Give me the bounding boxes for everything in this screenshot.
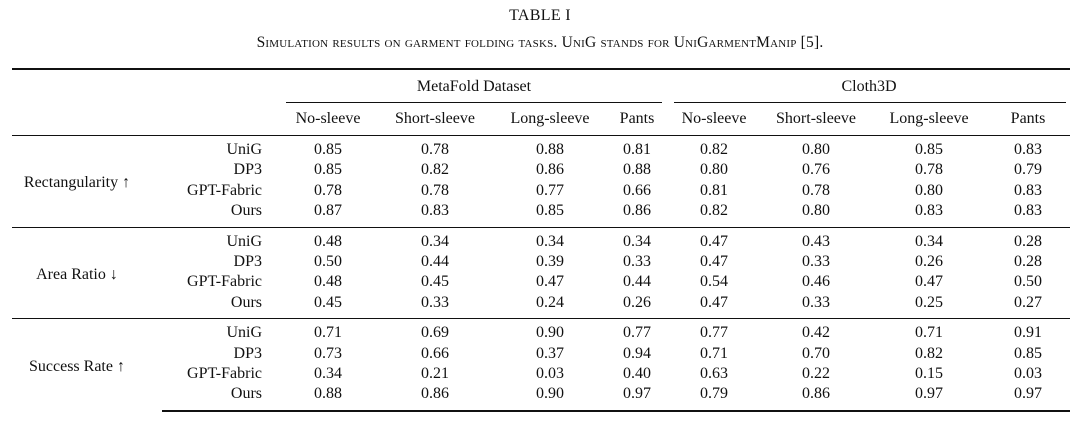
value-cell: 0.34 — [314, 365, 342, 383]
value-cell: 0.33 — [623, 253, 651, 271]
value-cell: 0.78 — [376, 136, 494, 161]
table-row — [12, 227, 1070, 252]
value-cell: 0.71 — [872, 319, 986, 344]
header-blank — [162, 103, 280, 136]
value-cell: 0.82 — [421, 161, 449, 179]
value-cell: 0.37 — [536, 344, 564, 362]
value-cell: 0.79 — [668, 384, 760, 410]
column-header: Short-sleeve — [395, 110, 475, 127]
value-cell: 0.69 — [376, 319, 494, 344]
value-cell: 0.66 — [421, 344, 449, 362]
value-cell: 0.85 — [280, 136, 376, 161]
value-cell: 0.78 — [314, 181, 342, 199]
value-cell: 0.81 — [606, 136, 668, 161]
value-cell: 0.34 — [606, 227, 668, 252]
value-cell: 0.66 — [623, 181, 651, 199]
value-cell: 0.47 — [915, 273, 944, 291]
model-name: DP3 — [233, 344, 262, 362]
value-cell: 0.03 — [536, 365, 564, 383]
value-cell: 0.28 — [986, 227, 1070, 252]
metric-label: Rectangularity ↑ — [12, 136, 162, 228]
header-blank — [12, 103, 162, 136]
table-caption: Simulation results on garment folding tasks. UniG stands for UniGarmentManip [5]. — [256, 34, 824, 51]
group-underline — [674, 102, 1066, 103]
value-cell: 0.78 — [915, 161, 944, 179]
value-cell: 0.97 — [986, 384, 1070, 410]
table-row — [12, 201, 1070, 227]
value-cell: 0.40 — [623, 365, 651, 383]
value-cell: 0.83 — [915, 202, 944, 220]
value-cell: 0.77 — [668, 319, 760, 344]
value-cell: 0.97 — [606, 384, 668, 410]
value-cell: 0.42 — [760, 319, 872, 344]
column-header: No-sleeve — [295, 110, 361, 127]
value-cell: 0.03 — [1014, 365, 1043, 383]
value-cell: 0.81 — [700, 181, 729, 199]
table-body — [12, 136, 1070, 411]
metric-label: Area Ratio ↓ — [12, 227, 162, 319]
value-cell: 0.73 — [314, 344, 342, 362]
value-cell: 0.80 — [700, 161, 729, 179]
model-name: GPT-Fabric — [187, 273, 262, 291]
table-row — [12, 272, 1070, 292]
value-cell: 0.76 — [802, 161, 831, 179]
column-header-row — [12, 103, 1070, 136]
table-row — [12, 160, 1070, 180]
value-cell: 0.77 — [536, 181, 564, 199]
model-name: Ours — [230, 293, 262, 311]
value-cell: 0.28 — [1014, 253, 1043, 271]
value-cell: 0.25 — [915, 293, 944, 311]
model-name: UniG — [162, 136, 280, 161]
value-cell: 0.77 — [606, 319, 668, 344]
value-cell: 0.83 — [421, 202, 449, 220]
value-cell: 0.78 — [421, 181, 449, 199]
column-header: No-sleeve — [681, 110, 747, 127]
model-name: Ours — [230, 202, 262, 220]
table-row — [12, 344, 1070, 364]
value-cell: 0.39 — [536, 253, 564, 271]
model-name: DP3 — [233, 161, 262, 179]
column-header: Pants — [1010, 110, 1046, 127]
value-cell: 0.26 — [623, 293, 651, 311]
value-cell: 0.24 — [536, 293, 564, 311]
value-cell: 0.86 — [760, 384, 872, 410]
value-cell: 0.21 — [421, 365, 449, 383]
value-cell: 0.44 — [623, 273, 651, 291]
value-cell: 0.82 — [915, 344, 944, 362]
table-row — [12, 252, 1070, 272]
header-blank — [162, 69, 280, 103]
value-cell: 0.22 — [802, 365, 831, 383]
value-cell: 0.33 — [421, 293, 449, 311]
value-cell: 0.63 — [700, 365, 729, 383]
value-cell: 0.90 — [494, 319, 606, 344]
value-cell: 0.47 — [700, 293, 729, 311]
value-cell: 0.70 — [802, 344, 831, 362]
value-cell: 0.71 — [700, 344, 729, 362]
value-cell: 0.85 — [1014, 344, 1043, 362]
model-name: UniG — [162, 227, 280, 252]
value-cell: 0.47 — [536, 273, 564, 291]
value-cell: 0.82 — [700, 202, 729, 220]
value-cell: 0.54 — [700, 273, 729, 291]
model-name: Ours — [162, 384, 280, 410]
value-cell: 0.91 — [986, 319, 1070, 344]
value-cell: 0.80 — [760, 136, 872, 161]
group-header-label: MetaFold Dataset — [416, 78, 532, 95]
value-cell: 0.94 — [623, 344, 651, 362]
value-cell: 0.97 — [872, 384, 986, 410]
value-cell: 0.79 — [1014, 161, 1043, 179]
group-header-cloth3d — [668, 69, 1070, 103]
table-row — [12, 384, 1070, 410]
model-name: GPT-Fabric — [187, 181, 262, 199]
column-header: Long-sleeve — [510, 110, 590, 127]
value-cell: 0.34 — [494, 227, 606, 252]
value-cell: 0.86 — [376, 384, 494, 410]
value-cell: 0.33 — [802, 253, 831, 271]
value-cell: 0.27 — [1014, 293, 1043, 311]
value-cell: 0.88 — [494, 136, 606, 161]
value-cell: 0.45 — [421, 273, 449, 291]
metric-label: Success Rate ↑ — [12, 319, 162, 411]
results-table — [12, 68, 1070, 412]
header-blank — [12, 69, 162, 103]
value-cell: 0.34 — [376, 227, 494, 252]
value-cell: 0.90 — [494, 384, 606, 410]
value-cell: 0.86 — [623, 202, 651, 220]
value-cell: 0.50 — [1014, 273, 1043, 291]
group-header-label: Cloth3D — [841, 78, 897, 95]
group-header-row — [12, 69, 1070, 103]
value-cell: 0.85 — [536, 202, 564, 220]
value-cell: 0.44 — [421, 253, 449, 271]
value-cell: 0.46 — [802, 273, 831, 291]
value-cell: 0.86 — [536, 161, 564, 179]
value-cell: 0.45 — [314, 293, 342, 311]
value-cell: 0.47 — [668, 227, 760, 252]
value-cell: 0.83 — [1014, 202, 1043, 220]
value-cell: 0.80 — [802, 202, 831, 220]
model-name: UniG — [162, 319, 280, 344]
value-cell: 0.43 — [760, 227, 872, 252]
value-cell: 0.48 — [314, 273, 342, 291]
group-header-metafold — [280, 69, 668, 103]
table-row — [12, 181, 1070, 201]
table-row — [12, 364, 1070, 384]
table-row — [12, 293, 1070, 319]
value-cell: 0.33 — [802, 293, 831, 311]
value-cell: 0.34 — [872, 227, 986, 252]
value-cell: 0.85 — [872, 136, 986, 161]
value-cell: 0.87 — [314, 202, 342, 220]
value-cell: 0.83 — [1014, 181, 1043, 199]
model-name: GPT-Fabric — [187, 365, 262, 383]
table-label: TABLE I — [509, 7, 571, 24]
value-cell: 0.88 — [623, 161, 651, 179]
table-row — [12, 136, 1070, 161]
value-cell: 0.26 — [915, 253, 944, 271]
value-cell: 0.71 — [280, 319, 376, 344]
value-cell: 0.85 — [314, 161, 342, 179]
table-row — [12, 319, 1070, 344]
model-name: DP3 — [233, 253, 262, 271]
column-header: Long-sleeve — [889, 110, 969, 127]
column-header: Pants — [619, 110, 655, 127]
value-cell: 0.50 — [314, 253, 342, 271]
value-cell: 0.83 — [986, 136, 1070, 161]
group-underline — [286, 102, 662, 103]
value-cell: 0.88 — [280, 384, 376, 410]
column-header: Short-sleeve — [776, 110, 856, 127]
value-cell: 0.78 — [802, 181, 831, 199]
value-cell: 0.48 — [280, 227, 376, 252]
value-cell: 0.47 — [700, 253, 729, 271]
value-cell: 0.15 — [915, 365, 944, 383]
value-cell: 0.80 — [915, 181, 944, 199]
value-cell: 0.82 — [668, 136, 760, 161]
